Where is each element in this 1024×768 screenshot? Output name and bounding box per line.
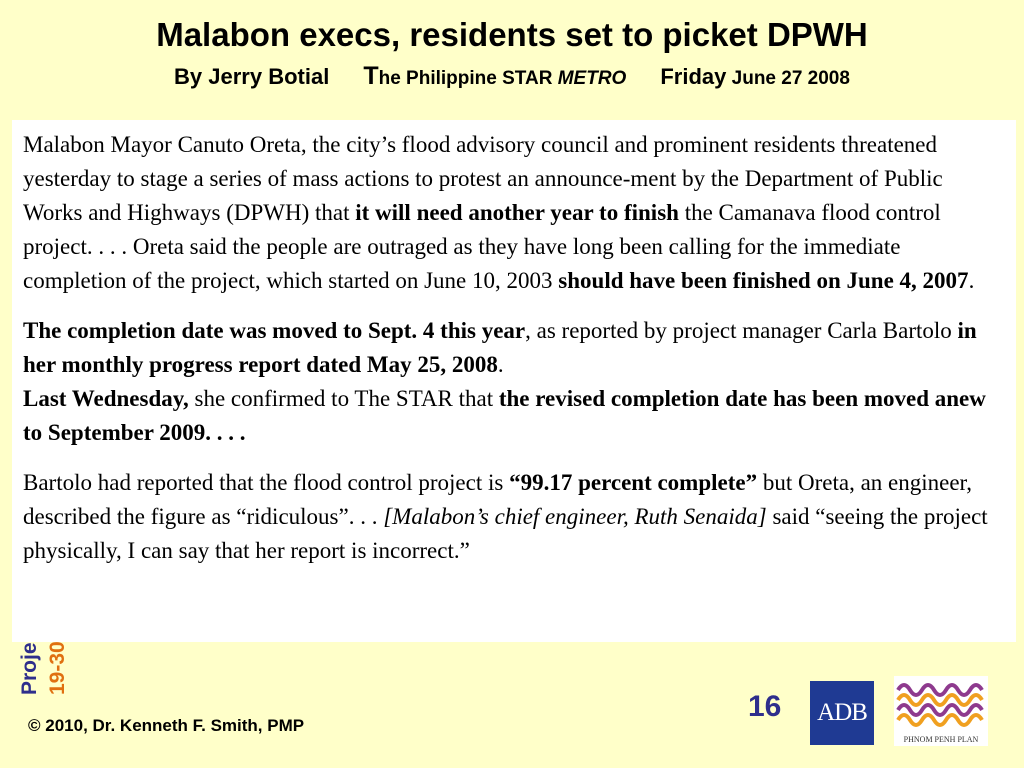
article-text-segment: The completion date was moved to Sept. 4 this year xyxy=(23,318,526,343)
article-quote-box xyxy=(12,120,1016,642)
byline-section: METRO xyxy=(557,68,627,89)
ppp-logo-text: PHNOM PENH PLAN xyxy=(903,735,979,744)
article-text-segment: “99.17 percent complete” xyxy=(509,470,758,495)
ppp-logo-graphic xyxy=(894,676,988,734)
article-text-segment: the revised completion date has been moved anew to September 2009. . . . xyxy=(23,386,986,445)
article-text-segment: Malabon Mayor Canuto Oreta, the city’s flood advisory council and prominent residents threatened yesterday to stage a series of mass actions to protest an announce-ment by the Department of Public Works and Highways (DPWH) that xyxy=(23,132,943,225)
phnom-penh-plan-logo xyxy=(894,676,988,746)
article-text-segment: should have been finished on June 4, 2007 xyxy=(558,268,969,293)
article-text-segment: said “seeing the project physically, I can say that her report is incorrect.” xyxy=(23,504,988,563)
article-text-segment: in her monthly progress report dated May 25, 2008 xyxy=(23,318,977,377)
slide-number: 16 xyxy=(748,690,782,723)
byline-paper-initial: T xyxy=(363,62,379,90)
copyright-notice: © 2010, Dr. Kenneth F. Smith, PMP xyxy=(28,716,305,735)
adb-logo: ADB xyxy=(810,681,874,745)
article-paragraph-4 xyxy=(23,466,1005,568)
byline-paper: he Philippine STAR xyxy=(378,68,558,89)
slide-title: Malabon execs, residents set to picket DPWH xyxy=(156,16,868,53)
byline xyxy=(0,62,1024,91)
article-text-segment: Last Wednesday, xyxy=(23,386,189,411)
article-text-segment: . xyxy=(497,352,504,377)
byline-weekday: Friday xyxy=(660,64,727,89)
article-text-segment: the Camanava flood control project. . . . Oreta said the people are outraged as they have long been calling for the immediate completion of the project, which started on June 10, 2003 xyxy=(23,200,941,293)
article-text-segment: it will need another year to finish xyxy=(355,200,679,225)
article-paragraph-2 xyxy=(23,314,1005,382)
article-paragraph-3 xyxy=(23,382,1005,450)
article-text-segment: Bartolo had reported that the flood control project is xyxy=(23,470,510,495)
article-paragraph-1 xyxy=(23,128,1005,298)
article-text-segment: but Oreta, an engineer, described the figure as “ridiculous”. . . xyxy=(23,470,973,529)
byline-date: June 27 2008 xyxy=(731,68,850,89)
article-text-segment: . xyxy=(968,268,975,293)
article-text-segment: she confirmed to The STAR that xyxy=(188,386,499,411)
article-text-segment: [Malabon’s chief engineer, Ruth Senaida] xyxy=(383,504,767,529)
article-text-segment: , as reported by project manager Carla Bartolo xyxy=(525,318,958,343)
byline-author: By Jerry Botial xyxy=(174,64,330,89)
